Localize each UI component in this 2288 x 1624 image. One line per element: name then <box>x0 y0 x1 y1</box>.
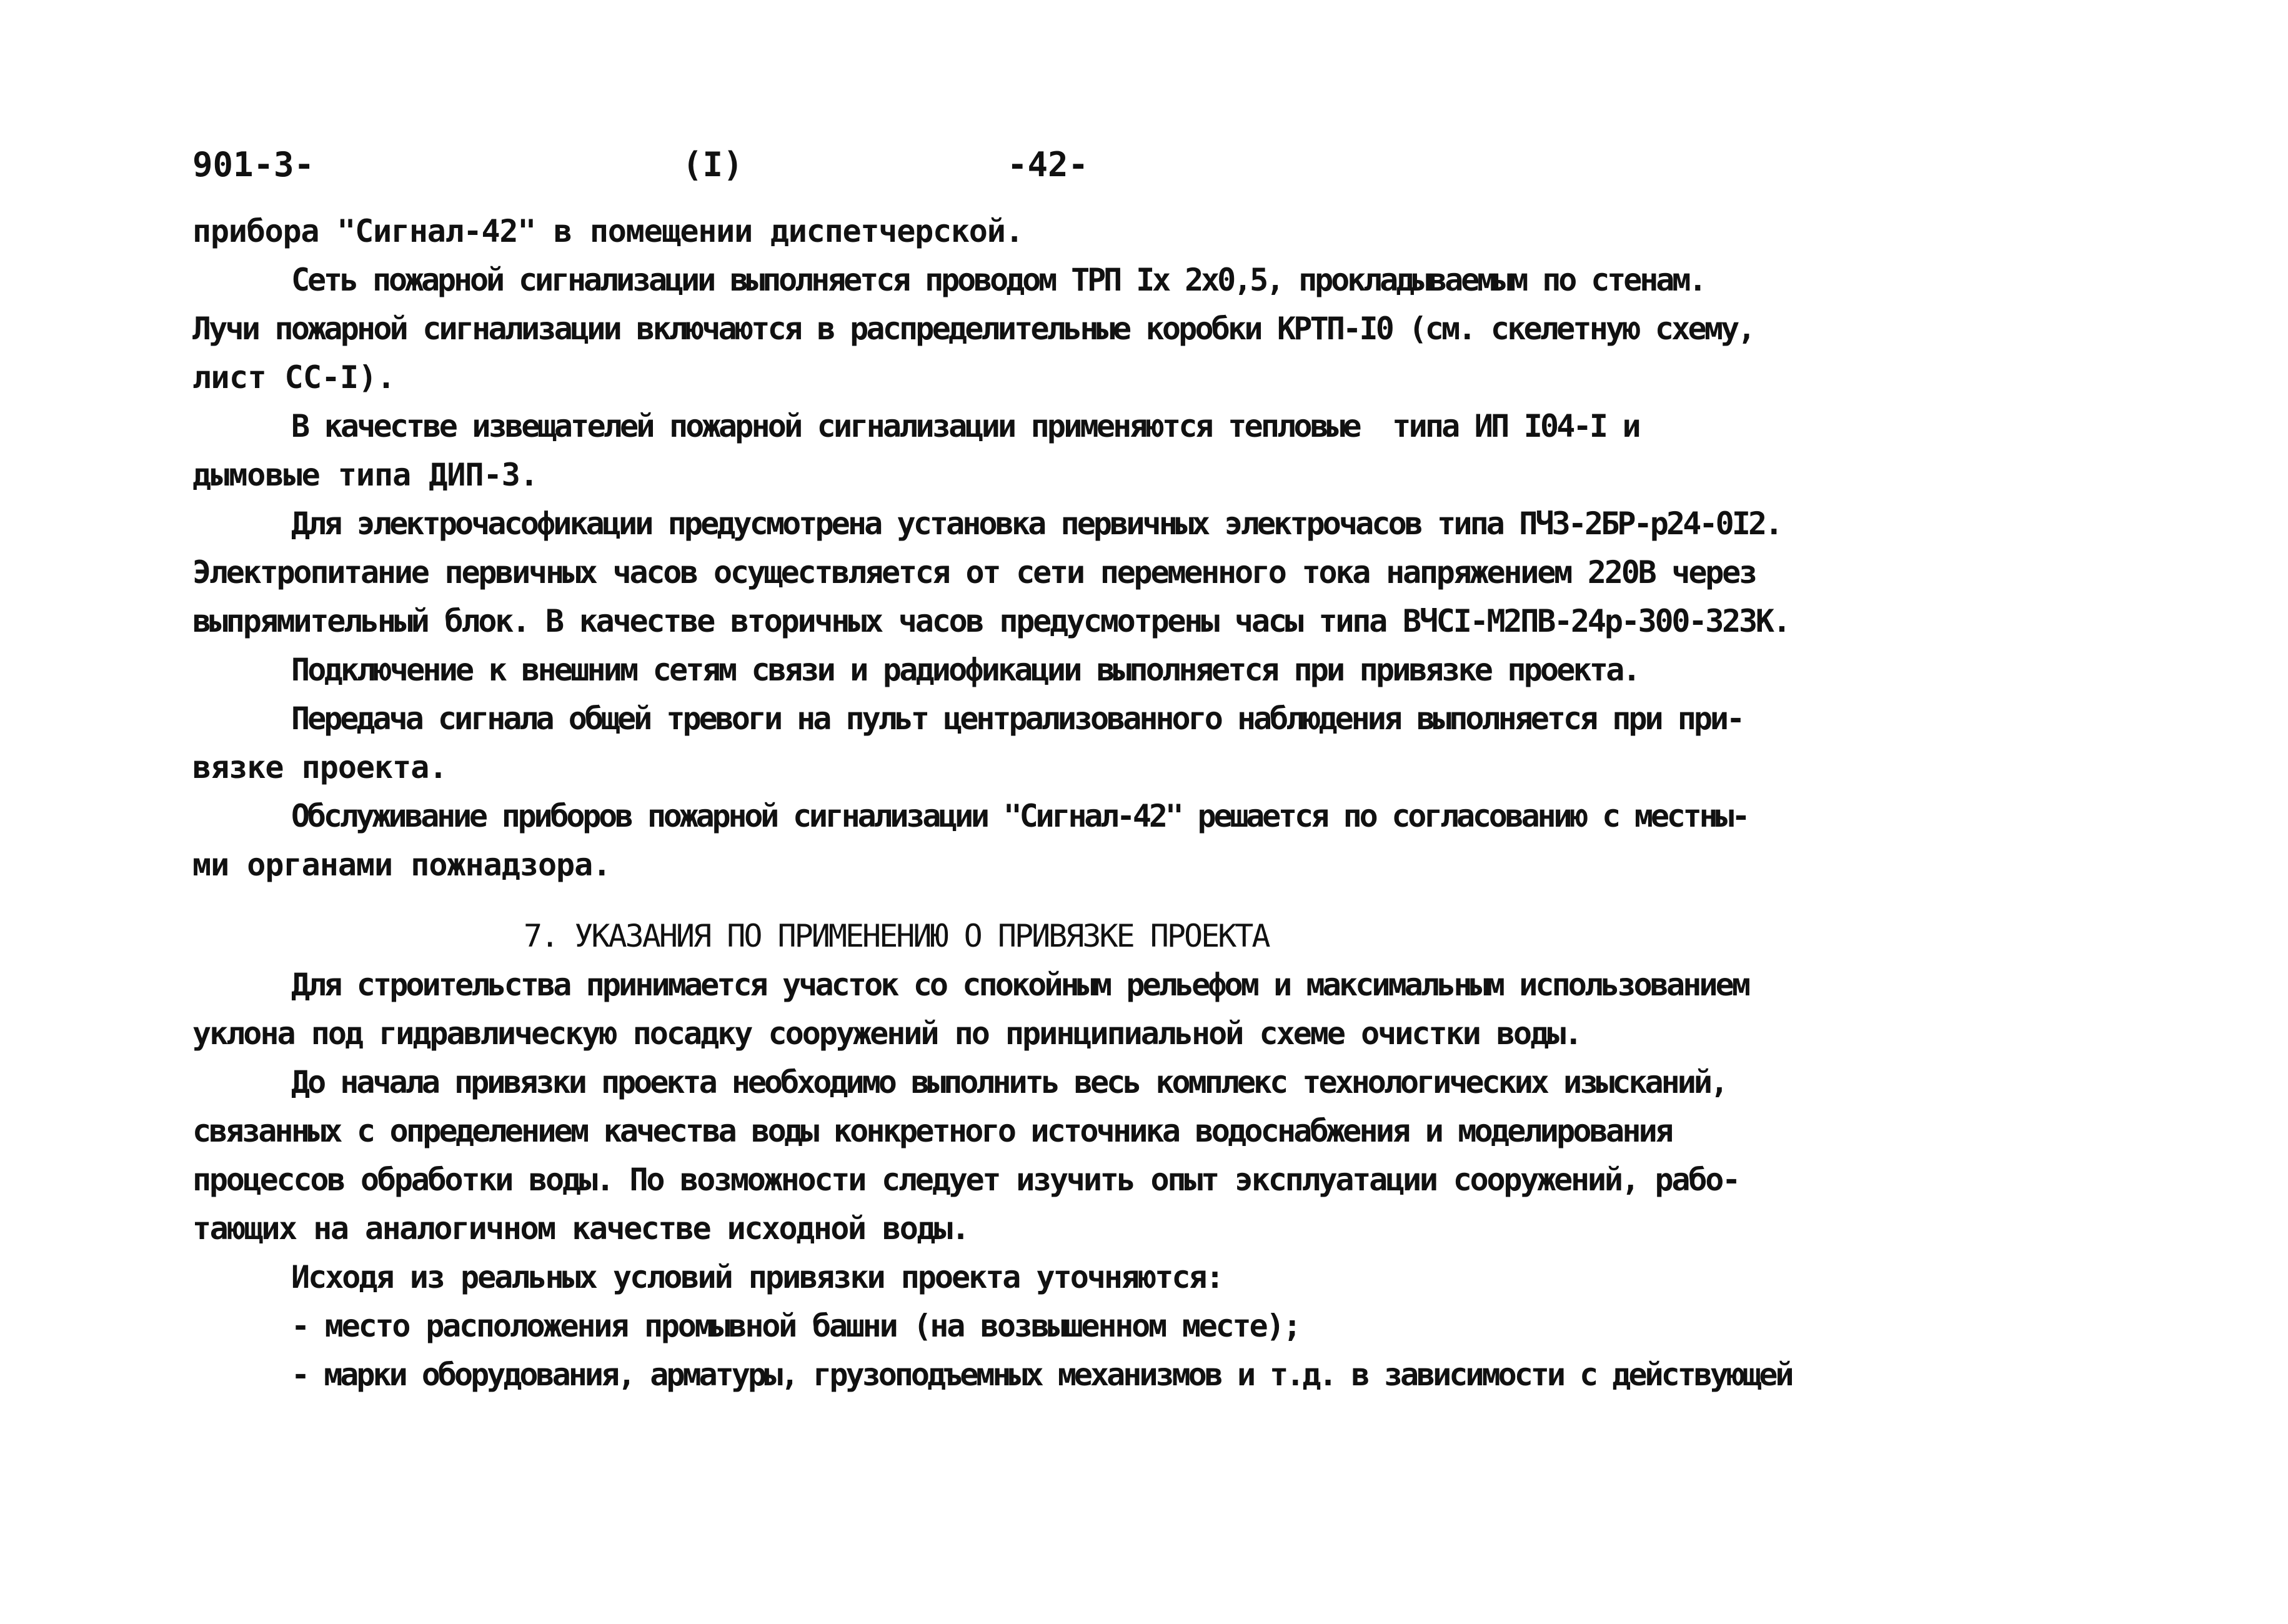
text-line: Передача сигнала общей тревоги на пульт централизованного наблюдения выполняется при при- <box>291 700 1743 737</box>
text-line: Обслуживание приборов пожарной сигнализации "Сигнал-42" решается по согласованию с местны- <box>291 798 1748 834</box>
text-line: прибора "Сигнал-42" в помещении диспетчерской. <box>192 213 1023 249</box>
text-line: Лучи пожарной сигнализации включаются в распределительные коробки КРТП-I0 (см. скелетную схему, <box>192 311 1754 347</box>
text-line: До начала привязки проекта необходимо выполнить весь комплекс технологических изысканий, <box>291 1064 1727 1100</box>
text-line: лист СС-I). <box>192 359 395 396</box>
list-item: - марки оборудования, арматуры, грузоподъемных механизмов и т.д. в зависимости с действующей <box>291 1357 1792 1393</box>
text-line: тающих на аналогичном качестве исходной воды. <box>192 1210 969 1247</box>
text-line: Подключение к внешним сетям связи и радиофикации выполняется при привязке проекта. <box>291 652 1639 688</box>
list-item: - место расположения промывной башни (на возвышенном месте); <box>291 1308 1300 1344</box>
document-series-number: 901-3- <box>192 145 315 184</box>
text-line: Сеть пожарной сигнализации выполняется проводом ТРП Iх 2х0,5, прокладываемым по стенам. <box>291 262 1705 298</box>
text-line: связанных с определением качества воды конкретного источника водоснабжения и моделирования <box>192 1113 1672 1149</box>
text-line: процессов обработки воды. По возможности следует изучить опыт эксплуатации сооружений, рабо- <box>192 1162 1739 1198</box>
text-line: Для строительства принимается участок со спокойным рельефом и максимальным использованием <box>291 967 1749 1003</box>
text-line: Для электрочасофикации предусмотрена установка первичных электрочасов типа ПЧЗ-2БР-р24-0I2. <box>291 506 1781 542</box>
text-line: Исходя из реальных условий привязки проекта уточняются: <box>291 1259 1223 1295</box>
text-line: вязке проекта. <box>192 749 447 785</box>
text-line: Электропитание первичных часов осуществляется от сети переменного тока напряжением 220В через <box>192 554 1756 590</box>
text-line: дымовые типа ДИП-3. <box>192 457 538 493</box>
section-heading: 7. УКАЗАНИЯ ПО ПРИМЕНЕНИЮ О ПРИВЯЗКЕ ПРОЕКТА <box>524 918 1269 954</box>
text-line: уклона под гидравлическую посадку сооружений по принципиальной схеме очистки воды. <box>192 1015 1581 1052</box>
page-number: -42- <box>1007 145 1089 184</box>
text-line: ми органами пожнадзора. <box>192 847 611 883</box>
text-line: В качестве извещателей пожарной сигнализации применяются тепловые типа ИП I04-I и <box>291 408 1639 444</box>
text-line: выпрямительный блок. В качестве вторичных часов предусмотрены часы типа ВЧСI-М2ПВ-24р-300-323К. <box>192 603 1789 639</box>
volume-number: (I) <box>682 145 744 184</box>
